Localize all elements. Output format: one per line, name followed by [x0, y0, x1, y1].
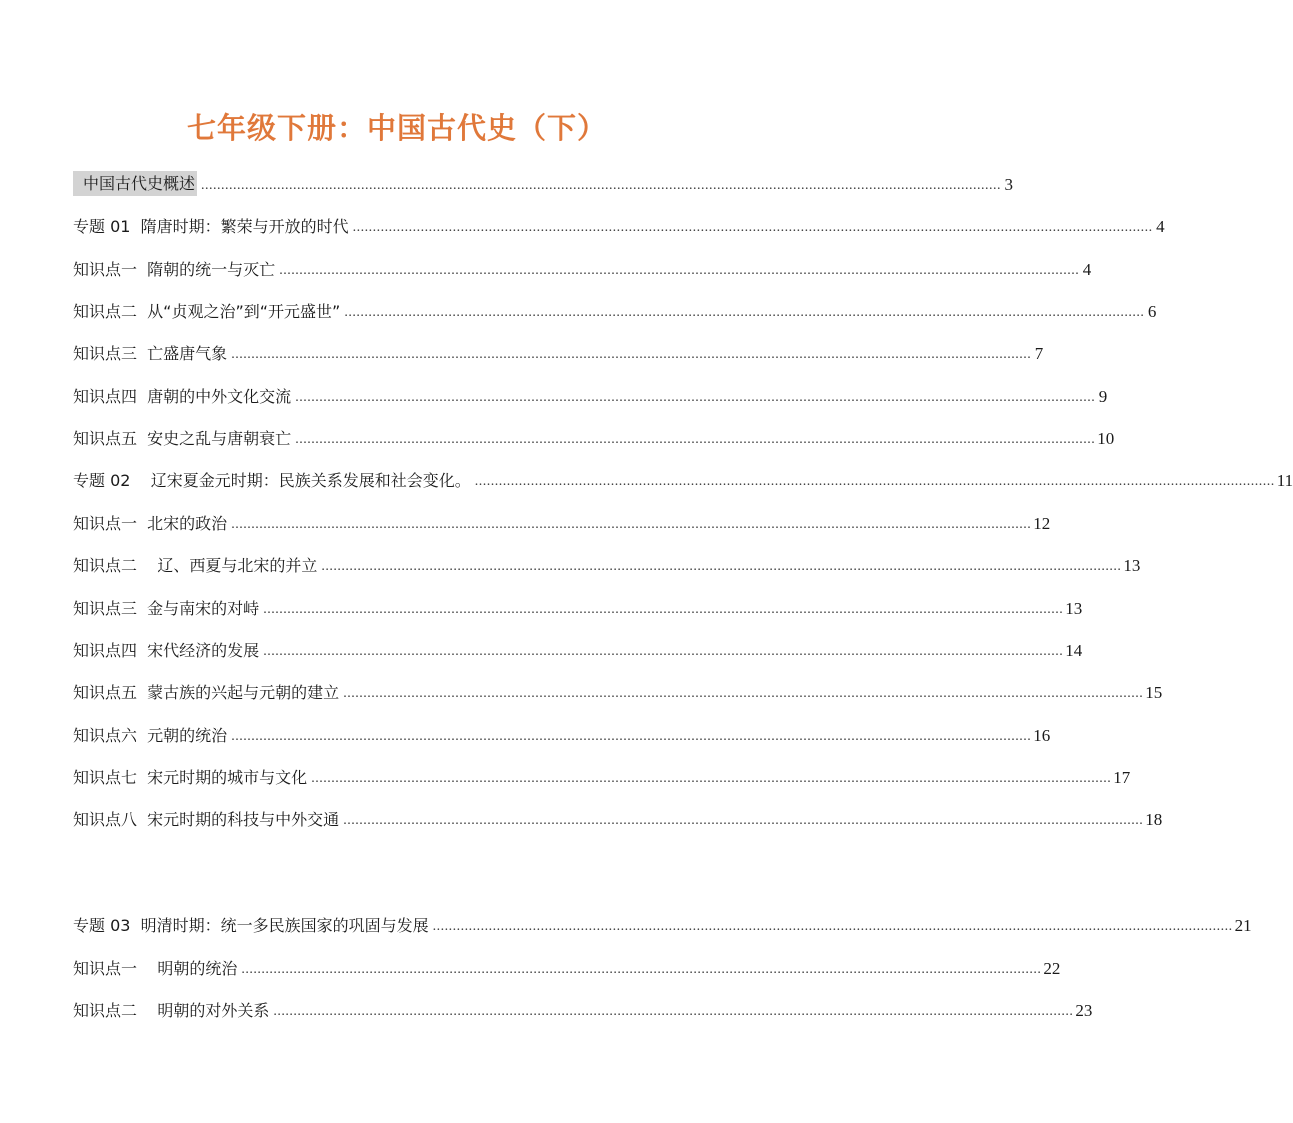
- toc-entry-page: 6: [1147, 302, 1157, 321]
- page-title: 七年级下册：中国古代史（下）: [186, 111, 607, 145]
- toc-entry[interactable]: 专题 01 隋唐时期：繁荣与开放的时代 ........................................................................................................................................................................................................ 4: [73, 217, 1165, 236]
- toc-entry-label: 知识点五 安史之乱与唐朝衰亡: [73, 429, 292, 448]
- toc-entry-label: 专题 01 隋唐时期：繁荣与开放的时代: [73, 217, 349, 236]
- toc-entry-page: 16: [1033, 726, 1051, 745]
- toc-entry-page: 4: [1082, 260, 1092, 279]
- toc-entry-page: 15: [1145, 683, 1163, 702]
- toc-entry-page: 13: [1065, 599, 1083, 618]
- toc-entry[interactable]: 知识点四 唐朝的中外文化交流 ........................................................................................................................................................................................................ 9: [73, 387, 1108, 406]
- toc-entry[interactable]: 知识点六 元朝的统治 ........................................................................................................................................................................................................ 16: [73, 726, 1051, 745]
- toc-entry-page: 21: [1234, 916, 1252, 935]
- toc-entry[interactable]: 知识点一 隋朝的统一与灭亡 ........................................................................................................................................................................................................ 4: [73, 260, 1092, 279]
- toc-entry-page: 22: [1043, 959, 1061, 978]
- toc-entry[interactable]: 知识点三 金与南宋的对峙 ........................................................................................................................................................................................................ 13: [73, 599, 1083, 618]
- toc-entry[interactable]: 知识点七 宋元时期的城市与文化 ........................................................................................................................................................................................................ 17: [73, 768, 1131, 787]
- toc-entry-label: 知识点四 唐朝的中外文化交流: [73, 387, 292, 406]
- toc-entry-page: 3: [1004, 175, 1014, 194]
- toc-entry-label: 知识点一 隋朝的统一与灭亡: [73, 260, 276, 279]
- toc-entry-page: 12: [1033, 514, 1051, 533]
- toc-entry-page: 17: [1113, 768, 1131, 787]
- toc-entry-page: 23: [1075, 1001, 1093, 1020]
- toc-entry-page: 7: [1034, 344, 1044, 363]
- toc-entry[interactable]: 专题 02 辽宋夏金元时期：民族关系发展和社会变化。 ........................................................................................................................................................................................................ 11: [73, 471, 1293, 490]
- toc-entry[interactable]: 知识点一 明朝的统治 ........................................................................................................................................................................................................ 22: [73, 959, 1061, 978]
- toc-entry-label: 知识点八 宋元时期的科技与中外交通: [73, 810, 340, 829]
- toc-entry[interactable]: 专题 03 明清时期：统一多民族国家的巩固与发展 ........................................................................................................................................................................................................ 21: [73, 916, 1252, 935]
- toc-entry-page: 13: [1123, 556, 1141, 575]
- toc-entry-label: 知识点二 辽、西夏与北宋的并立: [73, 556, 318, 575]
- toc-entry-label: 知识点四 宋代经济的发展: [73, 641, 260, 660]
- toc-entry-page: 10: [1097, 429, 1115, 448]
- toc-entry[interactable]: 知识点三 亡盛唐气象 ........................................................................................................................................................................................................ 7: [73, 344, 1044, 363]
- toc-entry-label: 知识点一 明朝的统治: [73, 959, 238, 978]
- toc-entry-label: 知识点一 北宋的政治: [73, 514, 228, 533]
- toc-entry-label: 专题 03 明清时期：统一多民族国家的巩固与发展: [73, 916, 429, 935]
- toc-entry[interactable]: 知识点二 明朝的对外关系 ........................................................................................................................................................................................................ 23: [73, 1001, 1093, 1020]
- toc-entry-label: 专题 02 辽宋夏金元时期：民族关系发展和社会变化。: [73, 471, 471, 490]
- toc-entry-page: 14: [1065, 641, 1083, 660]
- toc-entry-label: 知识点三 金与南宋的对峙: [73, 599, 260, 618]
- toc-entry-page: 18: [1145, 810, 1163, 829]
- toc-entry-label: 知识点二 明朝的对外关系: [73, 1001, 270, 1020]
- toc-entry-label: 知识点五 蒙古族的兴起与元朝的建立: [73, 683, 340, 702]
- toc-entry[interactable]: 知识点五 蒙古族的兴起与元朝的建立 ........................................................................................................................................................................................................ 15: [73, 683, 1163, 702]
- toc-entry[interactable]: 知识点八 宋元时期的科技与中外交通 ........................................................................................................................................................................................................ 18: [73, 810, 1163, 829]
- toc-entry-page: 9: [1098, 387, 1108, 406]
- toc-entry[interactable]: 知识点二 辽、西夏与北宋的并立 ........................................................................................................................................................................................................ 13: [73, 556, 1141, 575]
- toc-entry[interactable]: 知识点四 宋代经济的发展 ........................................................................................................................................................................................................ 14: [73, 641, 1083, 660]
- toc-entry-label: 知识点二 从“贞观之治”到“开元盛世”: [73, 302, 341, 321]
- toc-entry[interactable]: 知识点二 从“贞观之治”到“开元盛世” ........................................................................................................................................................................................................ 6: [73, 302, 1157, 321]
- toc-entry-label: 中国古代史概述: [73, 171, 197, 196]
- toc-entry-label: 知识点三 亡盛唐气象: [73, 344, 228, 363]
- toc-entry-page: 4: [1156, 217, 1165, 236]
- toc-entry[interactable]: 知识点一 北宋的政治 ........................................................................................................................................................................................................ 12: [73, 514, 1051, 533]
- toc-entry-label: 知识点七 宋元时期的城市与文化: [73, 768, 308, 787]
- toc-entry[interactable]: 中国古代史概述 ........................................................................................................................................................................................................ 3: [73, 170, 721, 196]
- toc-entry[interactable]: 知识点五 安史之乱与唐朝衰亡 ........................................................................................................................................................................................................ 10: [73, 429, 1115, 448]
- toc-entry-page: 11: [1276, 471, 1293, 490]
- toc-entry-label: 知识点六 元朝的统治: [73, 726, 228, 745]
